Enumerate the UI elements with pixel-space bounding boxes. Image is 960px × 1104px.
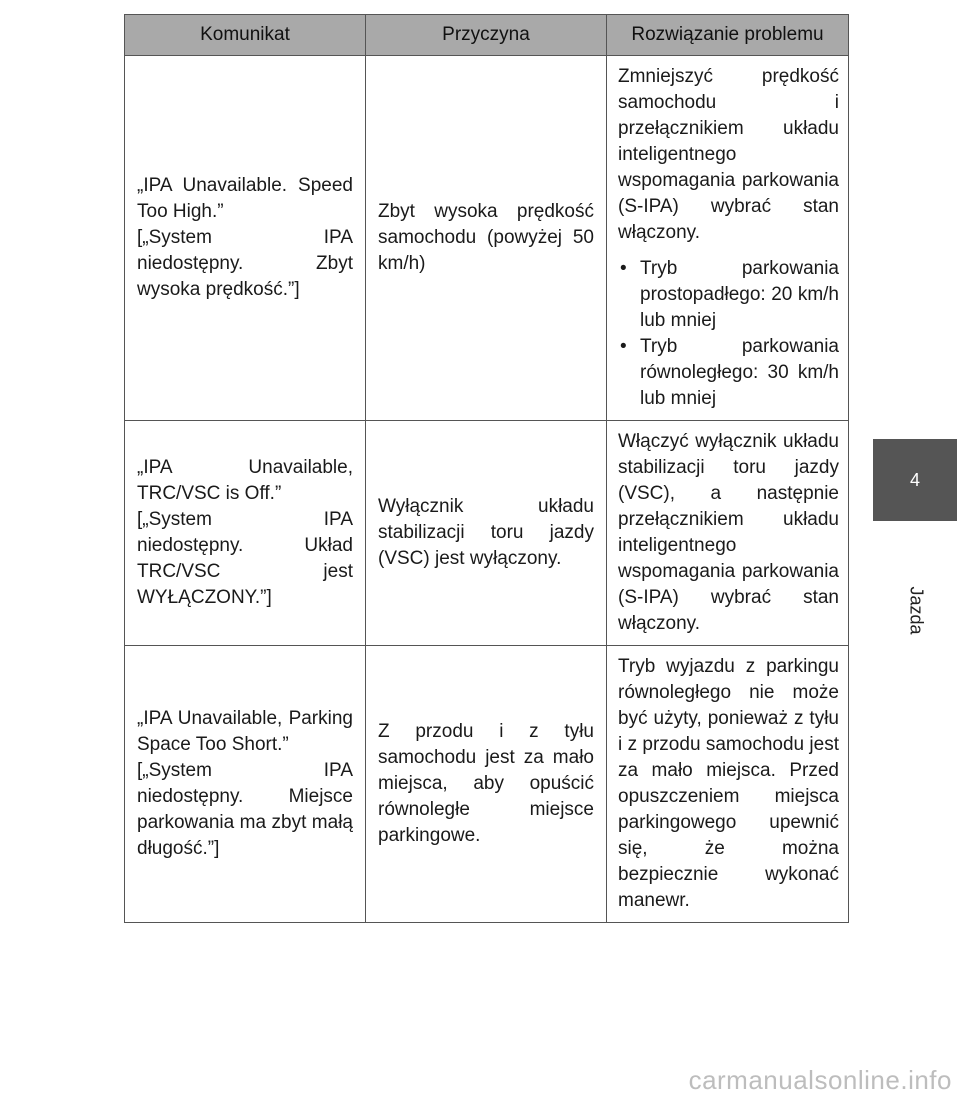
message-cell [125,646,366,923]
solution-list [618,256,839,412]
watermark: carmanualsonline.info [688,1065,952,1095]
troubleshooting-table [124,14,849,923]
cause-cell: Z przodu i z tyłu samochodu jest za mało miejsca, aby opuścić równoległe miejsce parkingowe. [366,646,607,923]
chapter-tab [873,439,957,521]
message-text: „IPA Unavailable, TRC/VSC is Off.” [137,457,353,504]
chapter-number: 4 [909,469,920,490]
message-text: „IPA Unavailable, Parking Space Too Short.” [137,708,353,755]
table-header-row [125,15,849,56]
message-cell [125,421,366,646]
header-cause: Przyczyna [366,15,607,56]
table-row [125,646,849,923]
cause-cell: Zbyt wysoka prędkość samochodu (powyżej 50 km/h) [366,56,607,421]
message-translation: [„System IPA niedostępny. Miejsce parkowania ma zbyt małą długość.”] [137,760,353,859]
list-item: • Tryb parkowania równoległego: 30 km/h lub mniej [618,334,839,412]
solution-text: Zmniejszyć prędkość samochodu i przełącznikiem układu inteligentnego wspomagania parkowania (S-IPA) wybrać stan włączony. [618,66,839,243]
header-message: Komunikat [125,15,366,56]
solution-cell: Włączyć wyłącznik układu stabilizacji toru jazdy (VSC), a następnie przełącznikiem układu inteligentnego wspomagania parkowania (S-IPA) wybrać stan włączony. [607,421,849,646]
cause-cell: Wyłącznik układu stabilizacji toru jazdy (VSC) jest wyłączony. [366,421,607,646]
message-text: „IPA Unavailable. Speed Too High.” [137,175,353,222]
message-translation: [„System IPA niedostępny. Zbyt wysoka prędkość.”] [137,227,353,300]
message-cell [125,56,366,421]
list-item: • Tryb parkowania prostopadłego: 20 km/h lub mniej [618,256,839,334]
table-row [125,56,849,421]
solution-cell: Tryb wyjazdu z parkingu równoległego nie może być użyty, ponieważ z tyłu i z przodu samochodu jest za mało miejsca. Przed opuszczeniem miejsca parkingowego upewnić się, że można bezpiecznie wykonać manewr. [607,646,849,923]
message-translation: [„System IPA niedostępny. Układ TRC/VSC jest WYŁĄCZONY.”] [137,509,353,608]
chapter-label: Jazda [906,586,927,635]
solution-cell [607,56,849,421]
table-row [125,421,849,646]
header-solution: Rozwiązanie problemu [607,15,849,56]
